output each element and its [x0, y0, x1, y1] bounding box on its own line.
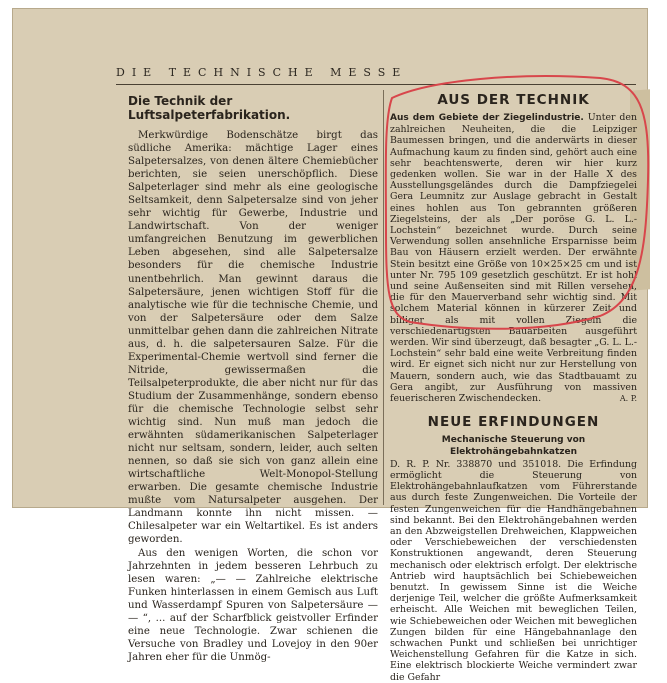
neue-erfindungen-subtitle: Mechanische Steuerung von Elektrohängebahnkatzen — [441, 435, 586, 458]
aus-der-technik-text: Unter den zahlreichen Neuheiten, die die Leipziger Baumessen bringen, und die anderwärts in dieser Aufmachung kaum zu finden sind, gehört auch eine sehr beachtenswerte, deren wir hier kurz gedenken wollen. Sie war in der Halle X des Ausstellungsgeländes durch die Dampfziegelei Gera Leumnitz zur Auslage gebracht in Gestalt eines hohlen aus Ton gebrannten größeren Ziegelsteins, der als „Der poröse G. L. L.-Lochstein“ bezeichnet wurde. Durch seine Verwendung sollen ansehnliche Ersparnisse beim Bau von Häusern erzielt werden. Der erwähnte Stein besitzt eine Größe von 10×25×25 cm und ist unter Nr. 795 109 gesetzlich geschützt. Er ist hohl und seine Außenseiten sind mit Rillen versehen, die für den Mauerverband sehr wichtig sind. Mit solchem Material können in kürzerer Zeit und billiger als mit vollen Ziegeln die verschiedenartigsten Bauarbeiten ausgeführt werden. Wir sind überzeugt, daß besagter „G. L. L.-Lochstein“ sehr bald eine weite Verbreitung finden wird. Er eignet sich nicht nur zur Herstellung von Mauern, sondern auch, wie das Stadtbauamt zu Gera angibt, zur Ausführung von massiven feuerischeren Zwischendecken. — [390, 112, 637, 405]
author-initials: A. P. — [619, 394, 637, 404]
right-column — [390, 92, 637, 683]
left-article-paragraph: Aus den wenigen Worten, die schon vor Jahrzehnten in jedem besseren Lehrbuch zu lesen waren: „— — Zahlreiche elektrische Funken hinterlassen in einem Gemisch aus Luft und Wasserdampf Spuren von Salpetersäure — — “, ... auf der Scharfblick geistvoller Erfinder eine neue Technologie. Zwar schienen die Versuche von Bradley und Lovejoy in den 90er Jahren eher für die Unmög- — [128, 547, 378, 663]
left-article-paragraph: Merkwürdige Bodenschätze birgt das südliche Amerika: mächtige Lager eines Salpetersalzes, von denen ältere Chemiebücher berichten, sie seien unerschöpflich. Diese Salpeterlager sind mehr als eine geologische Seltsamkeit, denn Salpetersalze sind von jeher sehr wichtig für Gewerbe, Industrie und Landwirtschaft. Von der weniger umfangreichen Benutzung im gewerblichen Leben abgesehen, sind alle Salpetersalze besonders für die chemische Industrie unentbehrlich. Man gewinnt daraus die Salpetersäure, jenen wichtigen Stoff für die analytische wie für die technische Chemie, und von der Salpetersäure oder dem Salze unmittelbar gehen dann die zahlreichen Nitrate aus, d. h. die salpetersauren Salze. Für die Experimental-Chemie wertvoll sind ferner die Nitride, gewissermaßen die Teilsalpeterprodukte, die aber nicht nur für das Studium der Zusammenhänge, sondern ebenso für die chemische Technologie selbst sehr wichtig sind. Nun muß man jedoch die erwähnten südamerikanischen Salpeterlager nicht nur seltsam, sondern, leider, auch selten nennen, so daß sie sich von ganz allein eine wirtschaftliche Welt-Monopol-Stellung erwarben. Die gesamte chemische Industrie mußte vom Natursalpeter ausgehen. Der Landmann konnte ihn nicht missen. — Chilesalpeter war ein Weltartikel. Es ist anders geworden. — [128, 130, 378, 546]
neue-erfindungen-subtitle-line — [390, 434, 637, 458]
aus-der-technik-subtitle: Aus dem Gebiete der Ziegelindustrie. — [390, 113, 584, 123]
header-rule — [116, 84, 636, 85]
aus-der-technik-body — [390, 112, 637, 404]
column-divider — [383, 90, 384, 505]
page-header: DIE TECHNISCHE MESSE — [116, 66, 408, 79]
neue-erfindungen-body: D. R. P. Nr. 338870 und 351018. Die Erfindung ermöglicht die Steuerung von Elektrohängebahnlaufkatzen vom Führerstande aus durch feste Zungenweichen. Die Vorteile der festen Zungenweichen für die Handhängebahnen sind bekannt. Bei den Elektrohängebahnen werden an den Abzweigstellen Drehweichen, Klappweichen oder Verschiebeweichen der verschiedensten Konstruktionen angewandt, deren Steuerung mechanisch oder elektrisch erfolgt. Der elektrische Antrieb wird hauptsächlich bei Schiebeweichen benutzt. In gewissem Sinne ist die Weiche derjenige Teil, welcher die größte Aufmerksamkeit erheischt. Alle Weichen mit beweglichen Teilen, wie Schiebeweichen oder Weichen mit beweglichen Zungen bilden für eine Hängebahnanlage den schwachen Punkt und schließen bei unrichtiger Weichenstellung Gefahren für die Katze in sich. Eine elektrisch blockierte Weiche vermindert zwar die Gefahr — [390, 458, 637, 683]
section-title-neue-erfindungen: NEUE ERFINDUNGEN — [427, 414, 600, 431]
left-article — [128, 94, 378, 663]
left-article-headline: Die Technik der Luftsalpeterfabrikation. — [128, 94, 291, 122]
section-title-aus-der-technik: AUS DER TECHNIK — [437, 92, 590, 108]
